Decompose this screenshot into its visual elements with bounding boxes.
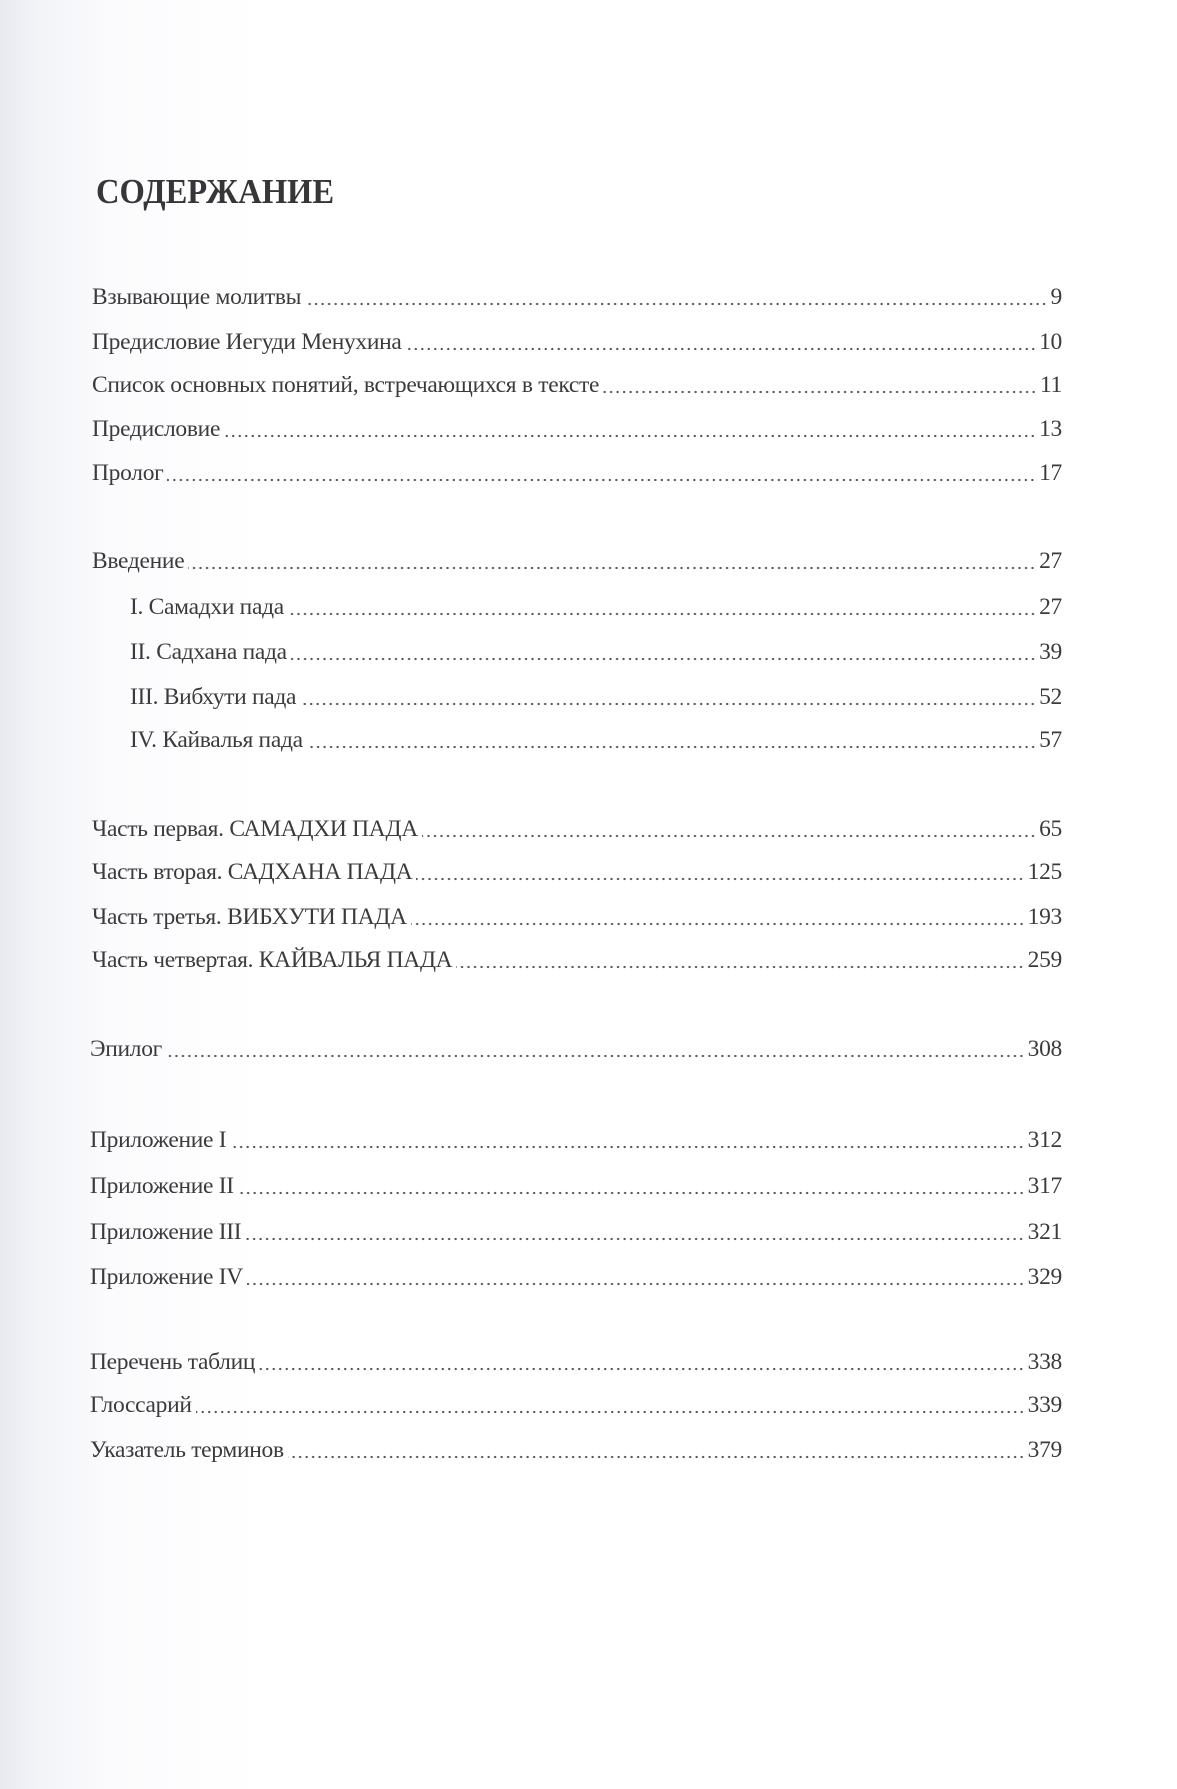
toc-entry[interactable] [92, 327, 1062, 357]
dot-leader [224, 414, 1036, 444]
dot-leader [245, 1217, 1024, 1247]
toc-entry-label: Перечень таблиц [90, 1349, 256, 1375]
toc-entry-label: Взывающие молитвы [92, 284, 302, 310]
toc-entry-label: III. Вибхути пада [130, 684, 297, 710]
toc-entry-page: 125 [1027, 859, 1062, 885]
toc-entry-label: Часть третья. ВИБХУТИ ПАДА [92, 904, 407, 930]
dot-leader [422, 814, 1036, 844]
dot-leader [307, 725, 1036, 755]
toc-entry-page: 27 [1039, 594, 1062, 620]
toc-entry-label: Предисловие Иегуди Менухина [92, 329, 402, 355]
toc-entry-label: Эпилог [90, 1036, 162, 1062]
dot-leader [288, 1435, 1025, 1465]
toc-entry[interactable] [90, 1262, 1062, 1292]
toc-entry[interactable] [92, 814, 1062, 844]
dot-leader [166, 1034, 1025, 1064]
toc-entry[interactable] [90, 1171, 1062, 1201]
toc-entry-label: Приложение III [90, 1219, 242, 1245]
toc-entry[interactable] [90, 1217, 1062, 1247]
toc-entry[interactable] [90, 1125, 1062, 1155]
toc-entry[interactable] [92, 282, 1062, 312]
dot-leader [291, 637, 1036, 667]
toc-entry[interactable] [90, 1390, 1062, 1420]
toc-entry-page: 57 [1039, 727, 1062, 753]
toc-entry-page: 9 [1050, 284, 1062, 310]
toc-entry-label: II. Садхана пада [130, 639, 287, 665]
dot-leader [230, 1125, 1024, 1155]
toc-entry[interactable] [92, 546, 1062, 576]
toc-entry[interactable] [92, 458, 1062, 488]
toc-entry-page: 379 [1027, 1437, 1062, 1463]
toc-entry-page: 11 [1039, 372, 1062, 398]
toc-entry-label: Глоссарий [90, 1392, 192, 1418]
toc-entry[interactable] [92, 902, 1062, 932]
toc-entry-page: 27 [1039, 548, 1062, 574]
page-title: СОДЕРЖАНИЕ [96, 172, 335, 211]
toc-entry-label: IV. Кайвалья пада [130, 727, 303, 753]
dot-leader [259, 1347, 1024, 1377]
toc-entry-page: 259 [1027, 947, 1062, 973]
toc-subentry[interactable] [130, 725, 1062, 755]
dot-leader [411, 902, 1025, 932]
toc-entry-page: 329 [1027, 1264, 1062, 1290]
toc-entry-page: 321 [1027, 1219, 1062, 1245]
dot-leader [288, 592, 1036, 622]
toc-subentry[interactable] [130, 592, 1062, 622]
toc-entry-page: 317 [1027, 1173, 1062, 1199]
toc-entry[interactable] [90, 1034, 1062, 1064]
toc-entry-label: Приложение I [90, 1127, 227, 1153]
toc-entry-label: I. Самадхи пада [130, 594, 284, 620]
dot-leader [300, 682, 1036, 712]
toc-entry[interactable] [92, 857, 1062, 887]
toc-entry-page: 17 [1039, 460, 1062, 486]
dot-leader [247, 1262, 1025, 1292]
dot-leader [167, 458, 1036, 488]
dot-leader [416, 857, 1024, 887]
toc-entry-page: 65 [1039, 816, 1062, 842]
toc-entry-label: Указатель терминов [90, 1437, 284, 1463]
toc-entry[interactable] [92, 945, 1062, 975]
toc-entry-label: Приложение II [90, 1173, 234, 1199]
toc-entry-page: 193 [1027, 904, 1062, 930]
toc-subentry[interactable] [130, 637, 1062, 667]
toc-entry-page: 338 [1027, 1349, 1062, 1375]
toc-entry[interactable] [90, 1347, 1062, 1377]
dot-leader [238, 1171, 1025, 1201]
toc-entry-label: Пролог [92, 460, 164, 486]
toc-entry[interactable] [92, 414, 1062, 444]
toc-entry-label: Список основных понятий, встречающихся в тексте [92, 372, 600, 398]
toc-entry-label: Часть вторая. САДХАНА ПАДА [92, 859, 413, 885]
toc-subentry[interactable] [130, 682, 1062, 712]
toc-entry[interactable] [90, 1435, 1062, 1465]
toc-entry-page: 13 [1039, 416, 1062, 442]
dot-leader [196, 1390, 1025, 1420]
dot-leader [456, 945, 1024, 975]
toc-entry-label: Введение [92, 548, 185, 574]
toc-entry[interactable] [92, 370, 1062, 400]
toc-entry-page: 339 [1027, 1392, 1062, 1418]
dot-leader [603, 370, 1037, 400]
toc-entry-page: 10 [1039, 329, 1062, 355]
toc-entry-label: Приложение IV [90, 1264, 243, 1290]
toc-entry-page: 312 [1027, 1127, 1062, 1153]
dot-leader [188, 546, 1036, 576]
dot-leader [406, 327, 1037, 357]
toc-entry-page: 39 [1039, 639, 1062, 665]
toc-entry-label: Часть четвертая. КАЙВАЛЬЯ ПАДА [92, 947, 453, 973]
dot-leader [305, 282, 1047, 312]
toc-entry-page: 308 [1027, 1036, 1062, 1062]
toc-entry-page: 52 [1039, 684, 1062, 710]
toc-entry-label: Предисловие [92, 416, 221, 442]
toc-entry-label: Часть первая. САМАДХИ ПАДА [92, 816, 418, 842]
